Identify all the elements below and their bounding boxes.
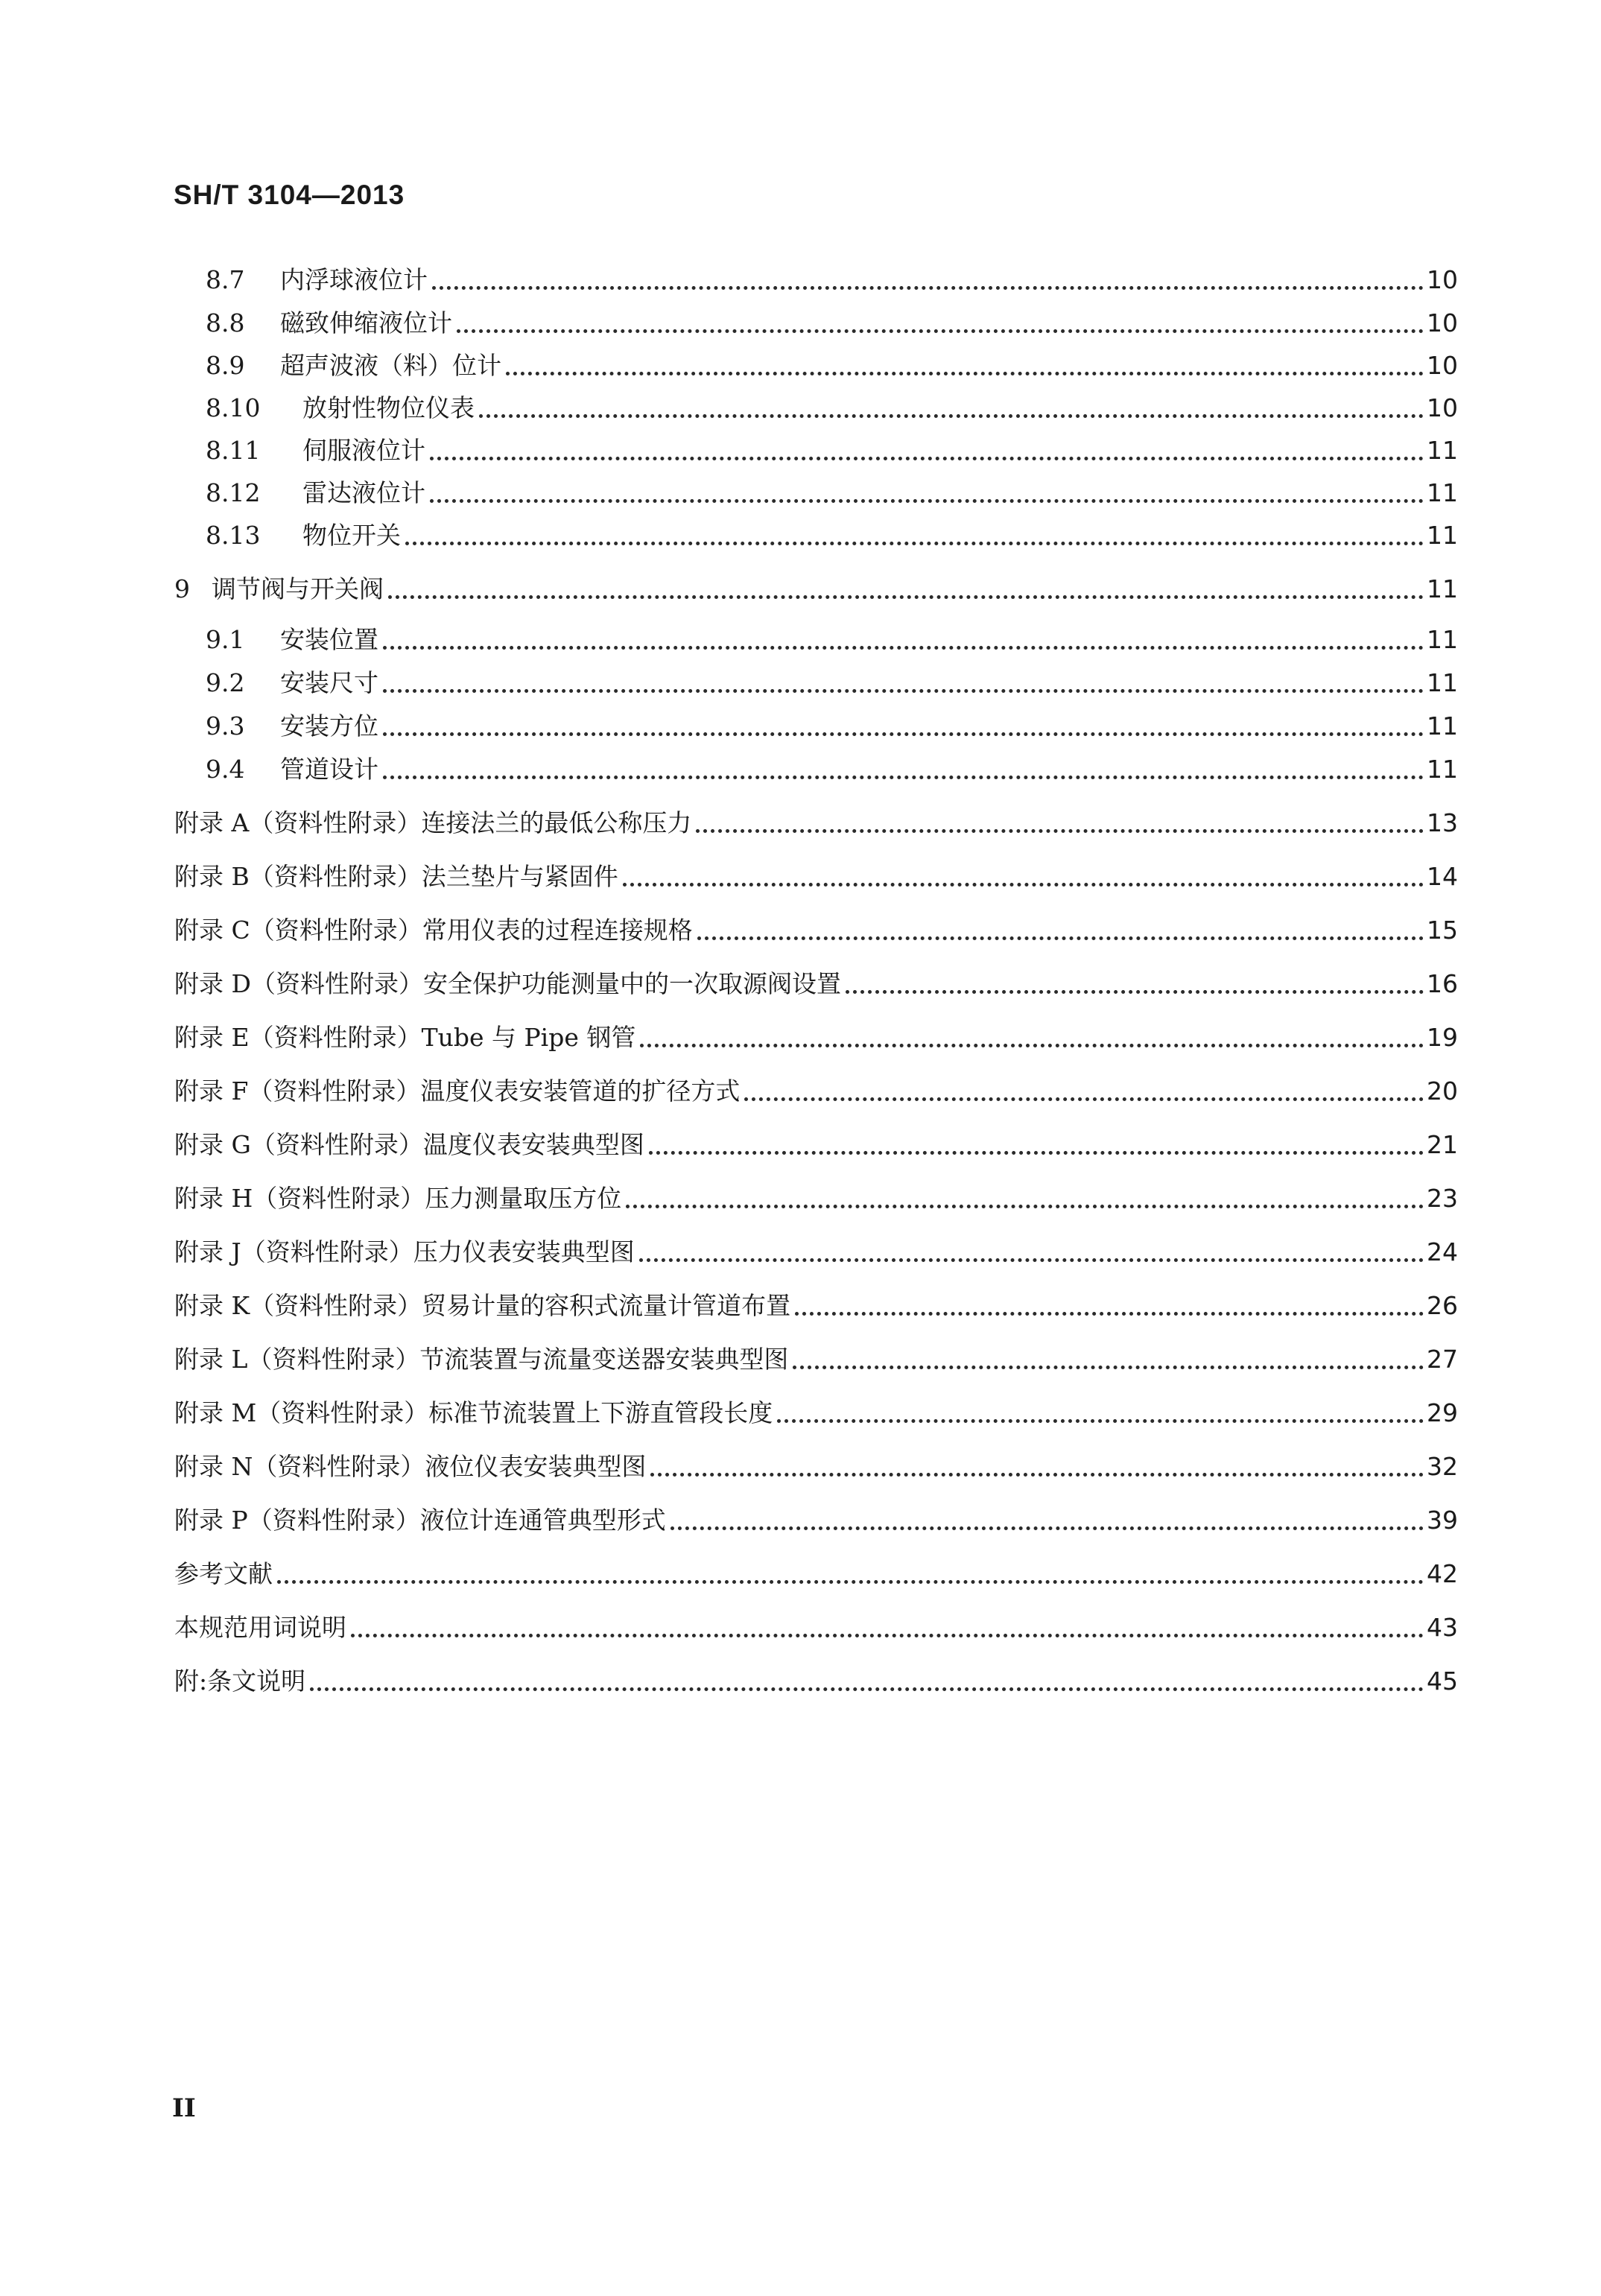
toc-entry[interactable] — [206, 751, 1458, 788]
toc-entry-page: 11 — [1427, 574, 1458, 603]
toc-entry-page: 11 — [1427, 478, 1458, 507]
toc-leader-dots — [506, 372, 1424, 375]
toc-leader-dots — [640, 1044, 1424, 1047]
toc-entry-page: 11 — [1427, 668, 1458, 697]
toc-entry[interactable] — [174, 912, 1458, 949]
toc-entry-page: 29 — [1427, 1398, 1458, 1427]
toc-entry-title: 附录 N（资料性附录）液位仪表安装典型图 — [174, 1452, 647, 1481]
toc-entry-title: 附录 H（资料性附录）压力测量取压方位 — [174, 1184, 622, 1213]
toc-entry-title: 参考文献 — [174, 1559, 273, 1588]
toc-entry-page: 32 — [1427, 1452, 1458, 1481]
document-code: SH/T 3104—2013 — [174, 180, 405, 210]
toc-entry-page: 11 — [1427, 436, 1458, 465]
toc-entry[interactable] — [206, 517, 1458, 554]
toc-entry-page: 10 — [1427, 308, 1458, 337]
toc-entry[interactable] — [174, 805, 1458, 842]
toc-entry-title: 附录 D（资料性附录）安全保护功能测量中的一次取源阀设置 — [174, 969, 841, 998]
toc-entry-number: 9 — [174, 574, 190, 603]
toc-entry-page: 39 — [1427, 1506, 1458, 1535]
toc-entry-number: 8.7 — [206, 265, 245, 294]
toc-entry-number: 9.4 — [206, 755, 245, 784]
toc-leader-dots — [479, 414, 1424, 418]
toc-leader-dots — [650, 1473, 1424, 1477]
toc-leader-dots — [405, 542, 1424, 545]
toc-entry-title: 伺服液位计 — [302, 436, 425, 465]
toc-entry-number: 8.8 — [206, 308, 245, 337]
toc-leader-dots — [639, 1258, 1424, 1262]
toc-entry-title: 超声波液（料）位计 — [280, 351, 501, 380]
toc-entry-page: 45 — [1427, 1666, 1458, 1696]
toc-entry-page: 24 — [1427, 1237, 1458, 1266]
toc-entry-title: 磁致伸缩液位计 — [280, 308, 452, 337]
toc-leader-dots — [696, 829, 1424, 833]
toc-entry-page: 10 — [1427, 351, 1458, 380]
toc-leader-dots — [383, 646, 1424, 650]
toc-entry-title: 放射性物位仪表 — [302, 393, 475, 422]
toc-entry-page: 15 — [1427, 916, 1458, 945]
toc-entry-number: 8.13 — [206, 521, 261, 550]
toc-entry[interactable] — [174, 1663, 1458, 1700]
toc-entry-number: 8.11 — [206, 436, 261, 465]
toc-entry-number: 9.2 — [206, 668, 245, 697]
toc-entry-page: 42 — [1427, 1559, 1458, 1588]
toc-entry-title: 管道设计 — [280, 755, 378, 784]
toc-entry-page: 11 — [1427, 625, 1458, 654]
toc-entry-page: 19 — [1427, 1023, 1458, 1052]
toc-entry-title: 安装尺寸 — [280, 668, 378, 697]
toc-leader-dots — [649, 1151, 1424, 1155]
toc-entry-number: 8.12 — [206, 478, 261, 507]
toc-entry-title: 附录 M（资料性附录）标准节流装置上下游直管段长度 — [174, 1398, 773, 1427]
toc-entry-title: 物位开关 — [302, 521, 401, 550]
toc-entry-page: 27 — [1427, 1345, 1458, 1374]
toc-entry-title: 附录 B（资料性附录）法兰垫片与紧固件 — [174, 862, 618, 891]
toc-entry[interactable] — [174, 965, 1458, 1003]
toc-leader-dots — [383, 776, 1424, 779]
toc-leader-dots — [310, 1687, 1424, 1691]
toc-leader-dots — [670, 1526, 1424, 1530]
toc-entry[interactable] — [206, 347, 1458, 384]
toc-entry[interactable] — [174, 571, 1458, 608]
toc-entry-title: 附录 L（资料性附录）节流装置与流量变送器安装典型图 — [174, 1345, 789, 1374]
toc-leader-dots — [744, 1097, 1424, 1101]
toc-leader-dots — [457, 329, 1424, 333]
toc-entry[interactable] — [206, 390, 1458, 427]
toc-leader-dots — [777, 1419, 1424, 1423]
toc-entry-page: 43 — [1427, 1613, 1458, 1642]
toc-entry-number: 9.3 — [206, 711, 245, 741]
page-number: II — [172, 2093, 196, 2123]
toc-entry[interactable] — [174, 1073, 1458, 1110]
toc-entry-page: 23 — [1427, 1184, 1458, 1213]
toc-entry-title: 安装方位 — [280, 711, 378, 741]
toc-entry-page: 16 — [1427, 969, 1458, 998]
toc-leader-dots — [383, 689, 1424, 693]
toc-entry-title: 附录 A（资料性附录）连接法兰的最低公称压力 — [174, 808, 692, 837]
toc-entry-title: 附录 F（资料性附录）温度仪表安装管道的扩径方式 — [174, 1076, 741, 1106]
toc-leader-dots — [388, 595, 1424, 599]
toc-entry[interactable] — [174, 1555, 1458, 1593]
toc-entry-page: 21 — [1427, 1130, 1458, 1159]
toc-entry[interactable] — [174, 1126, 1458, 1164]
toc-entry-page: 11 — [1427, 711, 1458, 741]
toc-entry-title: 附录 E（资料性附录）Tube 与 Pipe 钢管 — [174, 1023, 636, 1052]
toc-leader-dots — [277, 1580, 1424, 1584]
toc-entry[interactable] — [174, 1019, 1458, 1056]
toc-entry-page: 20 — [1427, 1076, 1458, 1106]
toc-entry-number: 8.10 — [206, 393, 261, 422]
toc-entry[interactable] — [174, 858, 1458, 895]
toc-leader-dots — [351, 1634, 1424, 1637]
toc-leader-dots — [430, 499, 1424, 503]
toc-entry[interactable] — [174, 1502, 1458, 1539]
toc-entry[interactable] — [174, 1180, 1458, 1217]
toc-entry-page: 26 — [1427, 1291, 1458, 1320]
toc-leader-dots — [623, 883, 1424, 887]
toc-leader-dots — [697, 936, 1424, 940]
toc-entry-title: 雷达液位计 — [302, 478, 425, 507]
toc-leader-dots — [626, 1205, 1424, 1208]
toc-entry-page: 10 — [1427, 393, 1458, 422]
toc-entry[interactable] — [206, 432, 1458, 469]
toc-entry-page: 11 — [1427, 521, 1458, 550]
toc-leader-dots — [795, 1312, 1424, 1316]
toc-entry-page: 14 — [1427, 862, 1458, 891]
toc-entry-title: 附录 P（资料性附录）液位计连通管典型形式 — [174, 1506, 666, 1535]
toc-entry[interactable] — [206, 708, 1458, 745]
toc-entry-title: 附录 K（资料性附录）贸易计量的容积式流量计管道布置 — [174, 1291, 791, 1320]
toc-entry-title: 内浮球液位计 — [280, 265, 428, 294]
toc-entry[interactable] — [206, 475, 1458, 512]
toc-entry[interactable] — [174, 1341, 1458, 1378]
toc-entry-number: 9.1 — [206, 625, 245, 654]
toc-leader-dots — [846, 990, 1424, 994]
toc-entry[interactable] — [206, 665, 1458, 702]
toc-entry[interactable] — [174, 1448, 1458, 1485]
toc-entry-title: 附:条文说明 — [174, 1666, 306, 1696]
toc-leader-dots — [793, 1366, 1424, 1369]
toc-entry[interactable] — [206, 621, 1458, 659]
toc-entry-title: 安装位置 — [280, 625, 378, 654]
toc-entry[interactable] — [174, 1287, 1458, 1325]
toc-entry[interactable] — [174, 1609, 1458, 1646]
toc-entry-title: 调节阀与开关阀 — [212, 574, 384, 603]
toc-entry-title: 本规范用词说明 — [174, 1613, 346, 1642]
toc-entry-page: 10 — [1427, 265, 1458, 294]
toc-entry-title: 附录 J（资料性附录）压力仪表安装典型图 — [174, 1237, 635, 1266]
toc-leader-dots — [383, 732, 1424, 736]
toc-entry-page: 13 — [1427, 808, 1458, 837]
toc-entry-title: 附录 C（资料性附录）常用仪表的过程连接规格 — [174, 916, 693, 945]
toc-entry-number: 8.9 — [206, 351, 245, 380]
toc-entry[interactable] — [174, 1395, 1458, 1432]
toc-leader-dots — [430, 457, 1424, 460]
toc-entry[interactable] — [174, 1234, 1458, 1271]
toc-entry-title: 附录 G（资料性附录）温度仪表安装典型图 — [174, 1130, 644, 1159]
toc-entry[interactable] — [206, 261, 1458, 299]
toc-entry[interactable] — [206, 305, 1458, 342]
toc-entry-page: 11 — [1427, 755, 1458, 784]
toc-leader-dots — [432, 286, 1424, 290]
